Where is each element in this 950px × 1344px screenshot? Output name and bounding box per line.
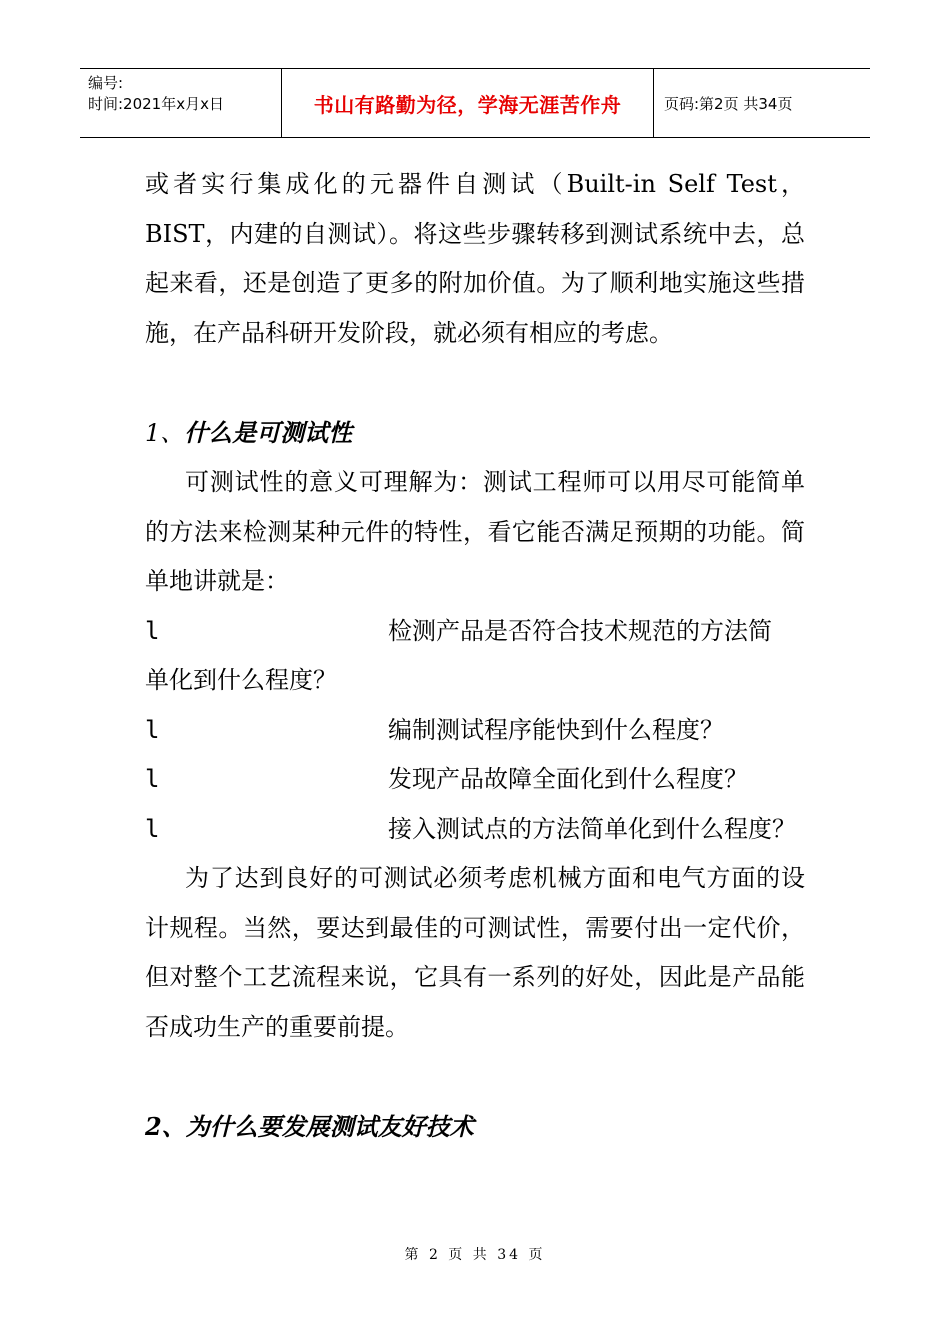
bullet-mark: l: [145, 616, 160, 645]
bullet-text: 编制测试程序能快到什么程度？: [388, 715, 724, 744]
section-spacer: [145, 1052, 805, 1102]
definition-paragraph: 可测试性的意义可理解为：测试工程师可以用尽可能简单的方法来检测某种元件的特性，看它能否满足预期的功能。简单地讲就是：: [145, 468, 805, 595]
bullet-text: 接入测试点的方法简单化到什么程度？: [388, 814, 796, 843]
section-number-1: 1、: [145, 418, 185, 447]
bullet-mark: l: [145, 765, 160, 793]
header-motto: 书山有路勤为径，学海无涯苦作舟: [282, 69, 654, 137]
section-heading-1: [145, 408, 805, 459]
list-item: [145, 755, 805, 805]
section-heading-2: [145, 1102, 805, 1152]
section-number-2: 2、: [145, 1111, 186, 1141]
document-time-label: 时间:2021年x月x日: [88, 95, 224, 113]
list-item: [145, 706, 805, 756]
section-spacer: [145, 358, 805, 408]
header-table: [80, 68, 870, 138]
bullet-text-continuation: 单化到什么程度？: [145, 666, 337, 694]
document-body: [145, 160, 805, 1151]
intro-paragraph: 或者实行集成化的元器件自测试（Built-in Self Test，BIST，内建的自测试）。将这些步骤转移到测试系统中去，总起来看，还是创造了更多的附加价值。为了顺利地实施这些措施，在产品科研开发阶段，就必须有相应的考虑。: [145, 170, 805, 347]
header-meta-cell: [80, 69, 282, 137]
list-item: [145, 607, 805, 657]
page-footer: 第 2 页 共 34 页: [404, 1247, 546, 1263]
list-item: [145, 805, 805, 855]
design-paragraph: 为了达到良好的可测试必须考虑机械方面和电气方面的设计规程。当然，要达到最佳的可测试性，需要付出一定代价，但对整个工艺流程来说，它具有一系列的好处，因此是产品能否成功生产的重要前提。: [145, 864, 805, 1041]
section-title-1: 什么是可测试性: [184, 417, 353, 447]
bullet-text: 发现产品故障全面化到什么程度？: [388, 765, 748, 793]
bullet-mark: l: [145, 715, 160, 744]
document-number-label: 编号:: [88, 74, 124, 92]
bullet-mark: l: [145, 814, 160, 843]
section-title-2: 为什么要发展测试友好技术: [185, 1111, 474, 1141]
bullet-text: 检测产品是否符合技术规范的方法简: [388, 616, 772, 645]
header-page-info: 页码:第2页 共34页: [664, 94, 793, 113]
